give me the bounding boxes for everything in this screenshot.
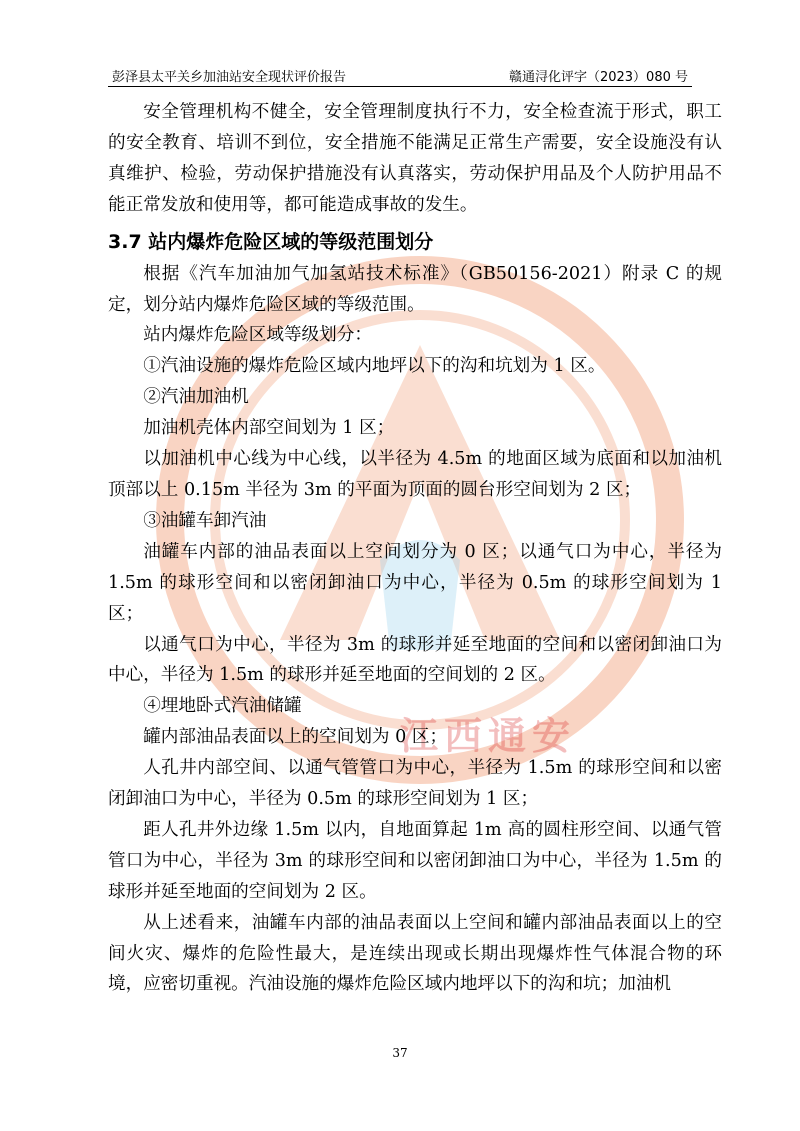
seal-stamp-text: 江西通安 bbox=[400, 714, 577, 758]
paragraph: ③油罐车卸汽油 bbox=[143, 510, 267, 531]
header-divider bbox=[108, 86, 692, 87]
page-number: 37 bbox=[392, 1046, 408, 1060]
header-report-title: 彭泽县太平关乡加油站安全现状评价报告 bbox=[112, 70, 347, 85]
paragraph: 根据《汽车加油加气加氢站技术标准》（GB50156-2021）附录 C 的规定，划分站内爆炸危险区域的等级范围。 bbox=[108, 263, 722, 315]
paragraph: 以通气口为中心，半径为 3m 的球形并延至地面的空间和以密闭卸油口为中心，半径为 1.5m 的球形并延至地面的空间划的 2 区。 bbox=[108, 634, 722, 686]
paragraph: 距人孔井外边缘 1.5m 以内，自地面算起 1m 高的圆柱形空间、以通气管管口为中心，半径为 3m 的球形空间和以密闭卸油口为中心，半径为 1.5m 的球形并延至地面的空间划为 2 区。 bbox=[108, 819, 722, 902]
paragraph: 站内爆炸危险区域等级划分： bbox=[143, 325, 372, 346]
paragraph: 人孔井内部空间、以通气管管口为中心，半径为 1.5m 的球形空间和以密闭卸油口为中心，半径为 0.5m 的球形空间划为 1 区； bbox=[108, 758, 722, 810]
section-heading: 3.7 站内爆炸危险区域的等级范围划分 bbox=[108, 230, 434, 253]
paragraph: 从上述看来，油罐车内部的油品表面以上空间和罐内部油品表面以上的空间火灾、爆炸的危险性最大，是连续出现或长期出现爆炸性气体混合物的环境，应密切重视。汽油设施的爆炸危险区域内地坪以下的沟和坑；加油机 bbox=[108, 912, 722, 995]
header-report-code: 赣通浔化评字（2023）080 号 bbox=[508, 70, 688, 85]
paragraph: 罐内部油品表面以上的空间划为 0 区； bbox=[143, 727, 448, 748]
paragraph: 油罐车内部的油品表面以上空间划分为 0 区；以通气口为中心，半径为 1.5m 的球形空间和以密闭卸油口为中心，半径为 0.5m 的球形空间划为 1 区； bbox=[108, 541, 722, 624]
paragraph: 加油机壳体内部空间划为 1 区； bbox=[143, 418, 395, 439]
document-body bbox=[108, 97, 722, 1000]
paragraph: ①汽油设施的爆炸危险区域内地坪以下的沟和坑划为 1 区。 bbox=[143, 356, 606, 377]
paragraph: ②汽油加油机 bbox=[143, 387, 249, 408]
paragraph: 安全管理机构不健全，安全管理制度执行不力，安全检查流于形式，职工的安全教育、培训不到位，安全措施不能满足正常生产需要，安全设施没有认真维护、检验，劳动保护措施没有认真落实，劳动保护用品及个人防护用品不能正常发放和使用等，都可能造成事故的发生。 bbox=[108, 102, 722, 215]
paragraph: ④埋地卧式汽油储罐 bbox=[143, 696, 302, 717]
paragraph: 以加油机中心线为中心线，以半径为 4.5m 的地面区域为底面和以加油机顶部以上 0.15m 半径为 3m 的平面为顶面的圆台形空间划为 2 区； bbox=[108, 449, 722, 500]
